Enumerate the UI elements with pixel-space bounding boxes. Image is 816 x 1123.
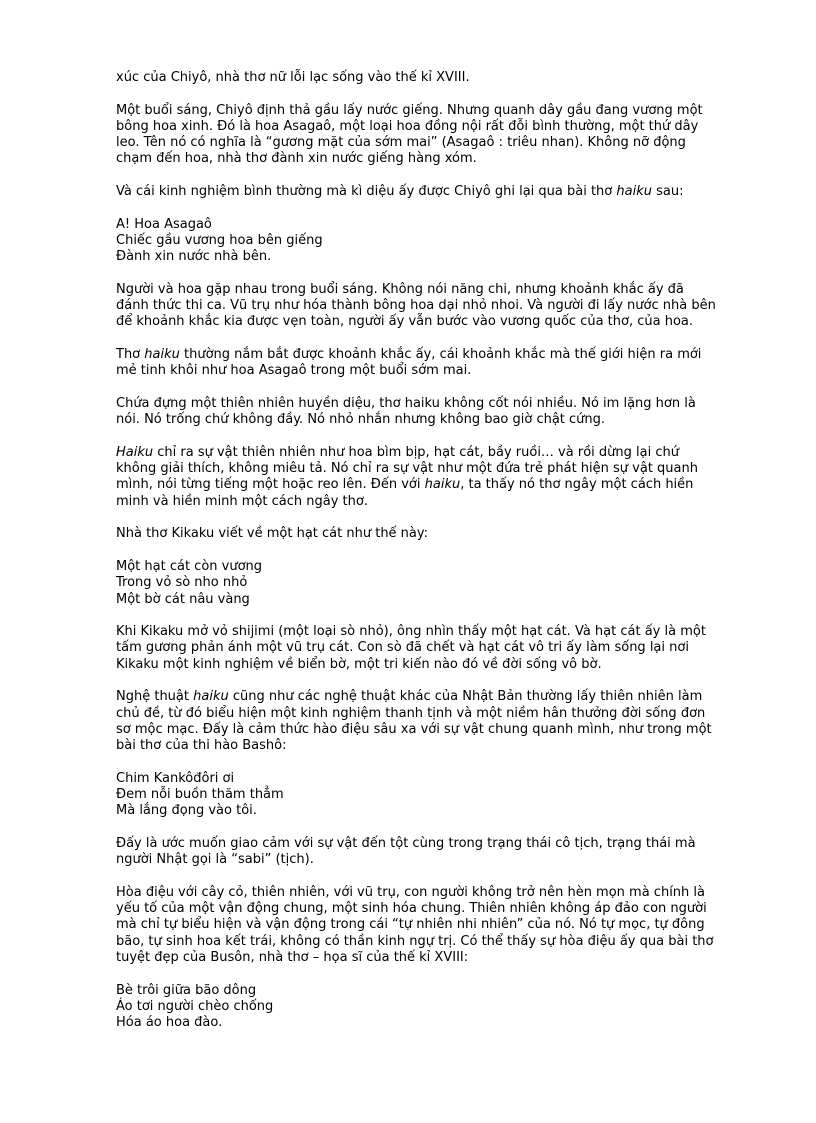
paragraph xyxy=(116,347,776,380)
paragraph xyxy=(116,445,776,510)
paragraph xyxy=(116,526,776,542)
italic-term: haiku xyxy=(424,477,461,493)
document-page xyxy=(116,70,776,1048)
poem xyxy=(116,559,776,608)
text-run: chỉ ra sự vật thiên nhiên như hoa bìm bịp, hạt cát, bầy ruồi… và rồi dừng lại chứ không giải thích, không miêu tả. Nó chỉ ra sự vật như một đứa trẻ phát hiện sự vật quanh mình, nói từng tiếng một hoặc reo lên. Đến với xyxy=(116,444,698,493)
italic-term: haiku xyxy=(193,689,229,705)
poem-lines: A! Hoa Asagaô Chiếc gầu vương hoa bên giếng Đành xin nước nhà bên. xyxy=(116,216,323,265)
text-run: thường nắm bắt được khoảnh khắc ấy, cái khoảnh khắc mà thế giới hiện ra mới mẻ tinh khôi như hoa Asagaô trong một buổi sớm mai. xyxy=(116,347,702,379)
text-run: , ta thấy nó thơ ngây một cách hiền minh và hiền minh một cách ngây thơ. xyxy=(116,477,694,509)
italic-term: haiku xyxy=(144,347,180,363)
text-run: Nhà thơ Kikaku viết về một hạt cát như thế này: xyxy=(116,526,429,542)
poem-lines: Một hạt cát còn vương Trong vỏ sò nho nhỏ Một bờ cát nâu vàng xyxy=(116,558,263,607)
text-run: sau: xyxy=(651,184,684,200)
text-run: Hòa điệu với cây cỏ, thiên nhiên, với vũ trụ, con người không trở nên hèn mọn mà chính là yếu tố của một vận động chung, một sinh hóa chung. Thiên nhiên không áp đảo con người mà chỉ tự biểu hiện và vận động trong cái “tự nhiên nhi nhiên” của nó. Nó tự mọc, tự đông bão, tự sinh hoa kết trái, không có thần kinh ngự trị. Có thể thấy sự hòa điệu ấy qua bài thơ tuyệt đẹp của Busôn, nhà thơ – họa sĩ của thế kỉ XVIII: xyxy=(116,884,714,966)
poem xyxy=(116,217,776,266)
text-run: Khi Kikaku mở vỏ shijimi (một loại sò nhỏ), ông nhìn thấy một hạt cát. Và hạt cát ấy là một tấm gương phản ánh một vũ trụ cát. Con sò đã chết và hạt cát vô tri ấy làm sống lại nơi Kikaku một kinh nghiệm về biển bờ, một tri kiến nào đó về đời sống vô bờ. xyxy=(116,624,706,672)
text-run: cũng như các nghệ thuật khác của Nhật Bản thường lấy thiên nhiên làm chủ đề, từ đó biểu hiện một kinh nghiệm thanh tịnh và một niềm hân thưởng đời sống đơn sơ mộc mạc. Đấy là cảm thức hào điệu sâu xa với sự vật chung quanh mình, như trong một bài thơ của thi hào Bashô: xyxy=(116,689,712,754)
poem xyxy=(116,771,776,820)
paragraph xyxy=(116,184,776,200)
text-run: Chứa đựng một thiên nhiên huyền diệu, thơ haiku không cốt nói nhiều. Nó im lặng hơn là nói. Nó trống chứ không đầy. Nó nhỏ nhắn nhưng không bao giờ chật cứng. xyxy=(116,395,696,428)
text-run: Thơ xyxy=(116,347,145,363)
paragraph xyxy=(116,70,776,86)
text-run: Một buổi sáng, Chiyô định thả gầu lấy nước giếng. Nhưng quanh dây gầu đang vương một bông hoa xinh. Đó là hoa Asagaô, một loại hoa đồng nội rất đỗi bình thường, một thứ dây leo. Tên nó có nghĩa là “gương mặt của sớm mai” (Asagaô : triêu nhan). Không nỡ động chạm đến hoa, nhà thơ đành xin nước giếng hàng xóm. xyxy=(116,102,703,167)
text-run: xúc của Chiyô, nhà thơ nữ lỗi lạc sống vào thế kỉ XVIII. xyxy=(116,70,470,85)
paragraph xyxy=(116,396,776,429)
poem-lines: Chim Kankôđôri ơi Đem nỗi buồn thăm thẳm Mà lắng đọng vào tôi. xyxy=(116,770,284,819)
italic-term: haiku xyxy=(616,184,652,200)
italic-term: Haiku xyxy=(116,444,154,460)
paragraph xyxy=(116,103,776,168)
poem xyxy=(116,983,776,1032)
text-run: Người và hoa gặp nhau trong buổi sáng. Không nói năng chi, nhưng khoảnh khắc ấy đã đánh thức thi ca. Vũ trụ như hóa thành bông hoa dại nhỏ nhoi. Và người đi lấy nước nhà bên để khoảnh khắc kia được vẹn toàn, người ấy vẫn bước vào vương quốc của thơ, của hoa. xyxy=(116,281,716,330)
text-run: Đấy là ước muốn giao cảm với sự vật đến tột cùng trong trạng thái cô tịch, trạng thái mà người Nhật gọi là “sabi” (tịch). xyxy=(116,835,696,868)
paragraph xyxy=(116,885,776,966)
poem-lines: Bè trôi giữa bão dông Áo tơi người chèo chống Hóa áo hoa đào. xyxy=(116,982,274,1031)
paragraph xyxy=(116,282,776,331)
paragraph xyxy=(116,689,776,754)
text-run: Và cái kinh nghiệm bình thường mà kì diệu ấy được Chiyô ghi lại qua bài thơ xyxy=(116,184,617,200)
paragraph xyxy=(116,624,776,673)
text-run: Nghệ thuật xyxy=(116,689,194,705)
paragraph xyxy=(116,836,776,869)
